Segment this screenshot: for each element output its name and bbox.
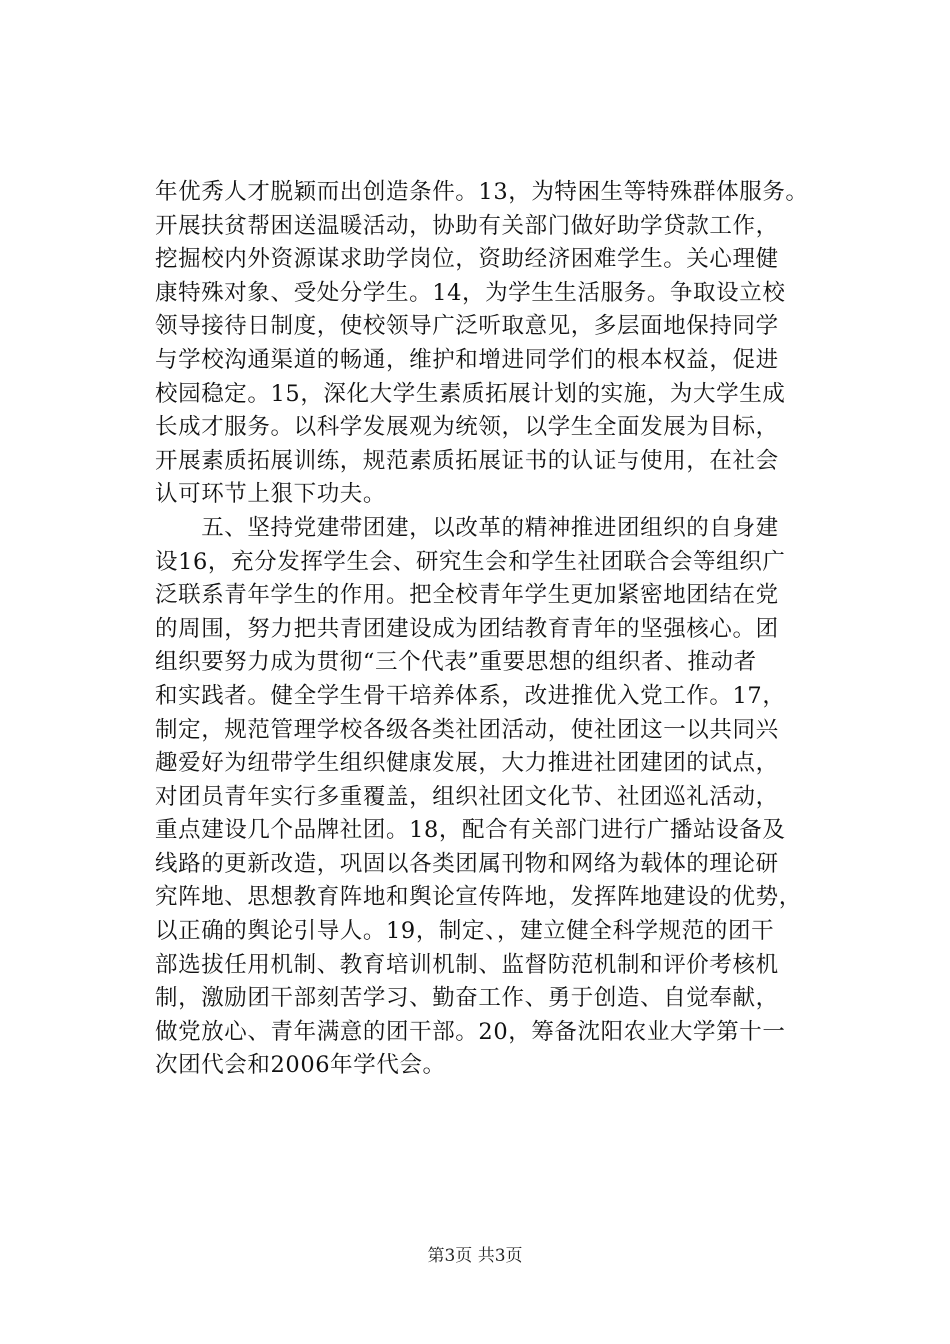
text-line: 设16，充分发挥学生会、研究生会和学生社团联合会等组织广 [155,548,786,575]
page-footer: 第3页 共3页 [427,1246,523,1266]
text-line: 开展扶贫帮困送温暖活动，协助有关部门做好助学贷款工作， [155,212,779,239]
text-line: 制定，规范管理学校各级各类社团活动，使社团这一以共同兴 [155,716,779,743]
text-line: 重点建设几个品牌社团。18，配合有关部门进行广播站设备及 [155,817,786,844]
text-line: 校园稳定。15，深化大学生素质拓展计划的实施，为大学生成 [155,380,786,407]
text-line: 和实践者。健全学生骨干培养体系，改进推优入党工作。17， [155,682,786,709]
text-line: 康特殊对象、受处分学生。14，为学生生活服务。争取设立校 [155,279,786,306]
text-line: 究阵地、思想教育阵地和舆论宣传阵地，发挥阵地建设的优势， [155,884,802,911]
text-line: 的周围，努力把共青团建设成为团结教育青年的坚强核心。团 [155,615,779,642]
text-line: 对团员青年实行多重覆盖，组织社团文化节、社团巡礼活动， [155,783,779,810]
text-line: 五、坚持党建带团建，以改革的精神推进团组织的自身建 [155,514,779,541]
text-line: 开展素质拓展训练，规范素质拓展证书的认证与使用，在社会 [155,447,779,474]
text-line: 线路的更新改造，巩固以各类团属刊物和网络为载体的理论研 [155,850,779,877]
text-line: 制，激励团干部刻苦学习、勤奋工作、勇于创造、自觉奉献， [155,985,779,1012]
text-line: 挖掘校内外资源谋求助学岗位，资助经济困难学生。关心理健 [155,246,779,273]
text-line: 领导接待日制度，使校领导广泛听取意见，多层面地保持同学 [155,313,779,340]
text-line: 组织要努力成为贯彻“三个代表”重要思想的组织者、推动者 [155,649,757,676]
text-line: 认可环节上狠下功夫。 [155,481,387,508]
text-line: 年优秀人才脱颖而出创造条件。13，为特困生等特殊群体服务。 [155,179,809,205]
text-line: 与学校沟通渠道的畅通，维护和增进同学们的根本权益，促进 [155,346,779,373]
text-line: 部选拔任用机制、教育培训机制、监督防范机制和评价考核机 [155,951,779,978]
text-line: 以正确的舆论引导人。19，制定、，建立健全科学规范的团干 [155,918,775,945]
text-line: 泛联系青年学生的作用。把全校青年学生更加紧密地团结在党 [155,582,779,609]
text-line: 趣爱好为纽带学生组织健康发展，大力推进社团建团的试点， [155,750,779,777]
text-line: 长成才服务。以科学发展观为统领，以学生全面发展为目标， [155,414,779,441]
body-text [155,176,875,1083]
text-line: 做党放心、青年满意的团干部。20，筹备沈阳农业大学第十一 [155,1018,786,1045]
text-line: 次团代会和2006年学代会。 [155,1052,446,1079]
